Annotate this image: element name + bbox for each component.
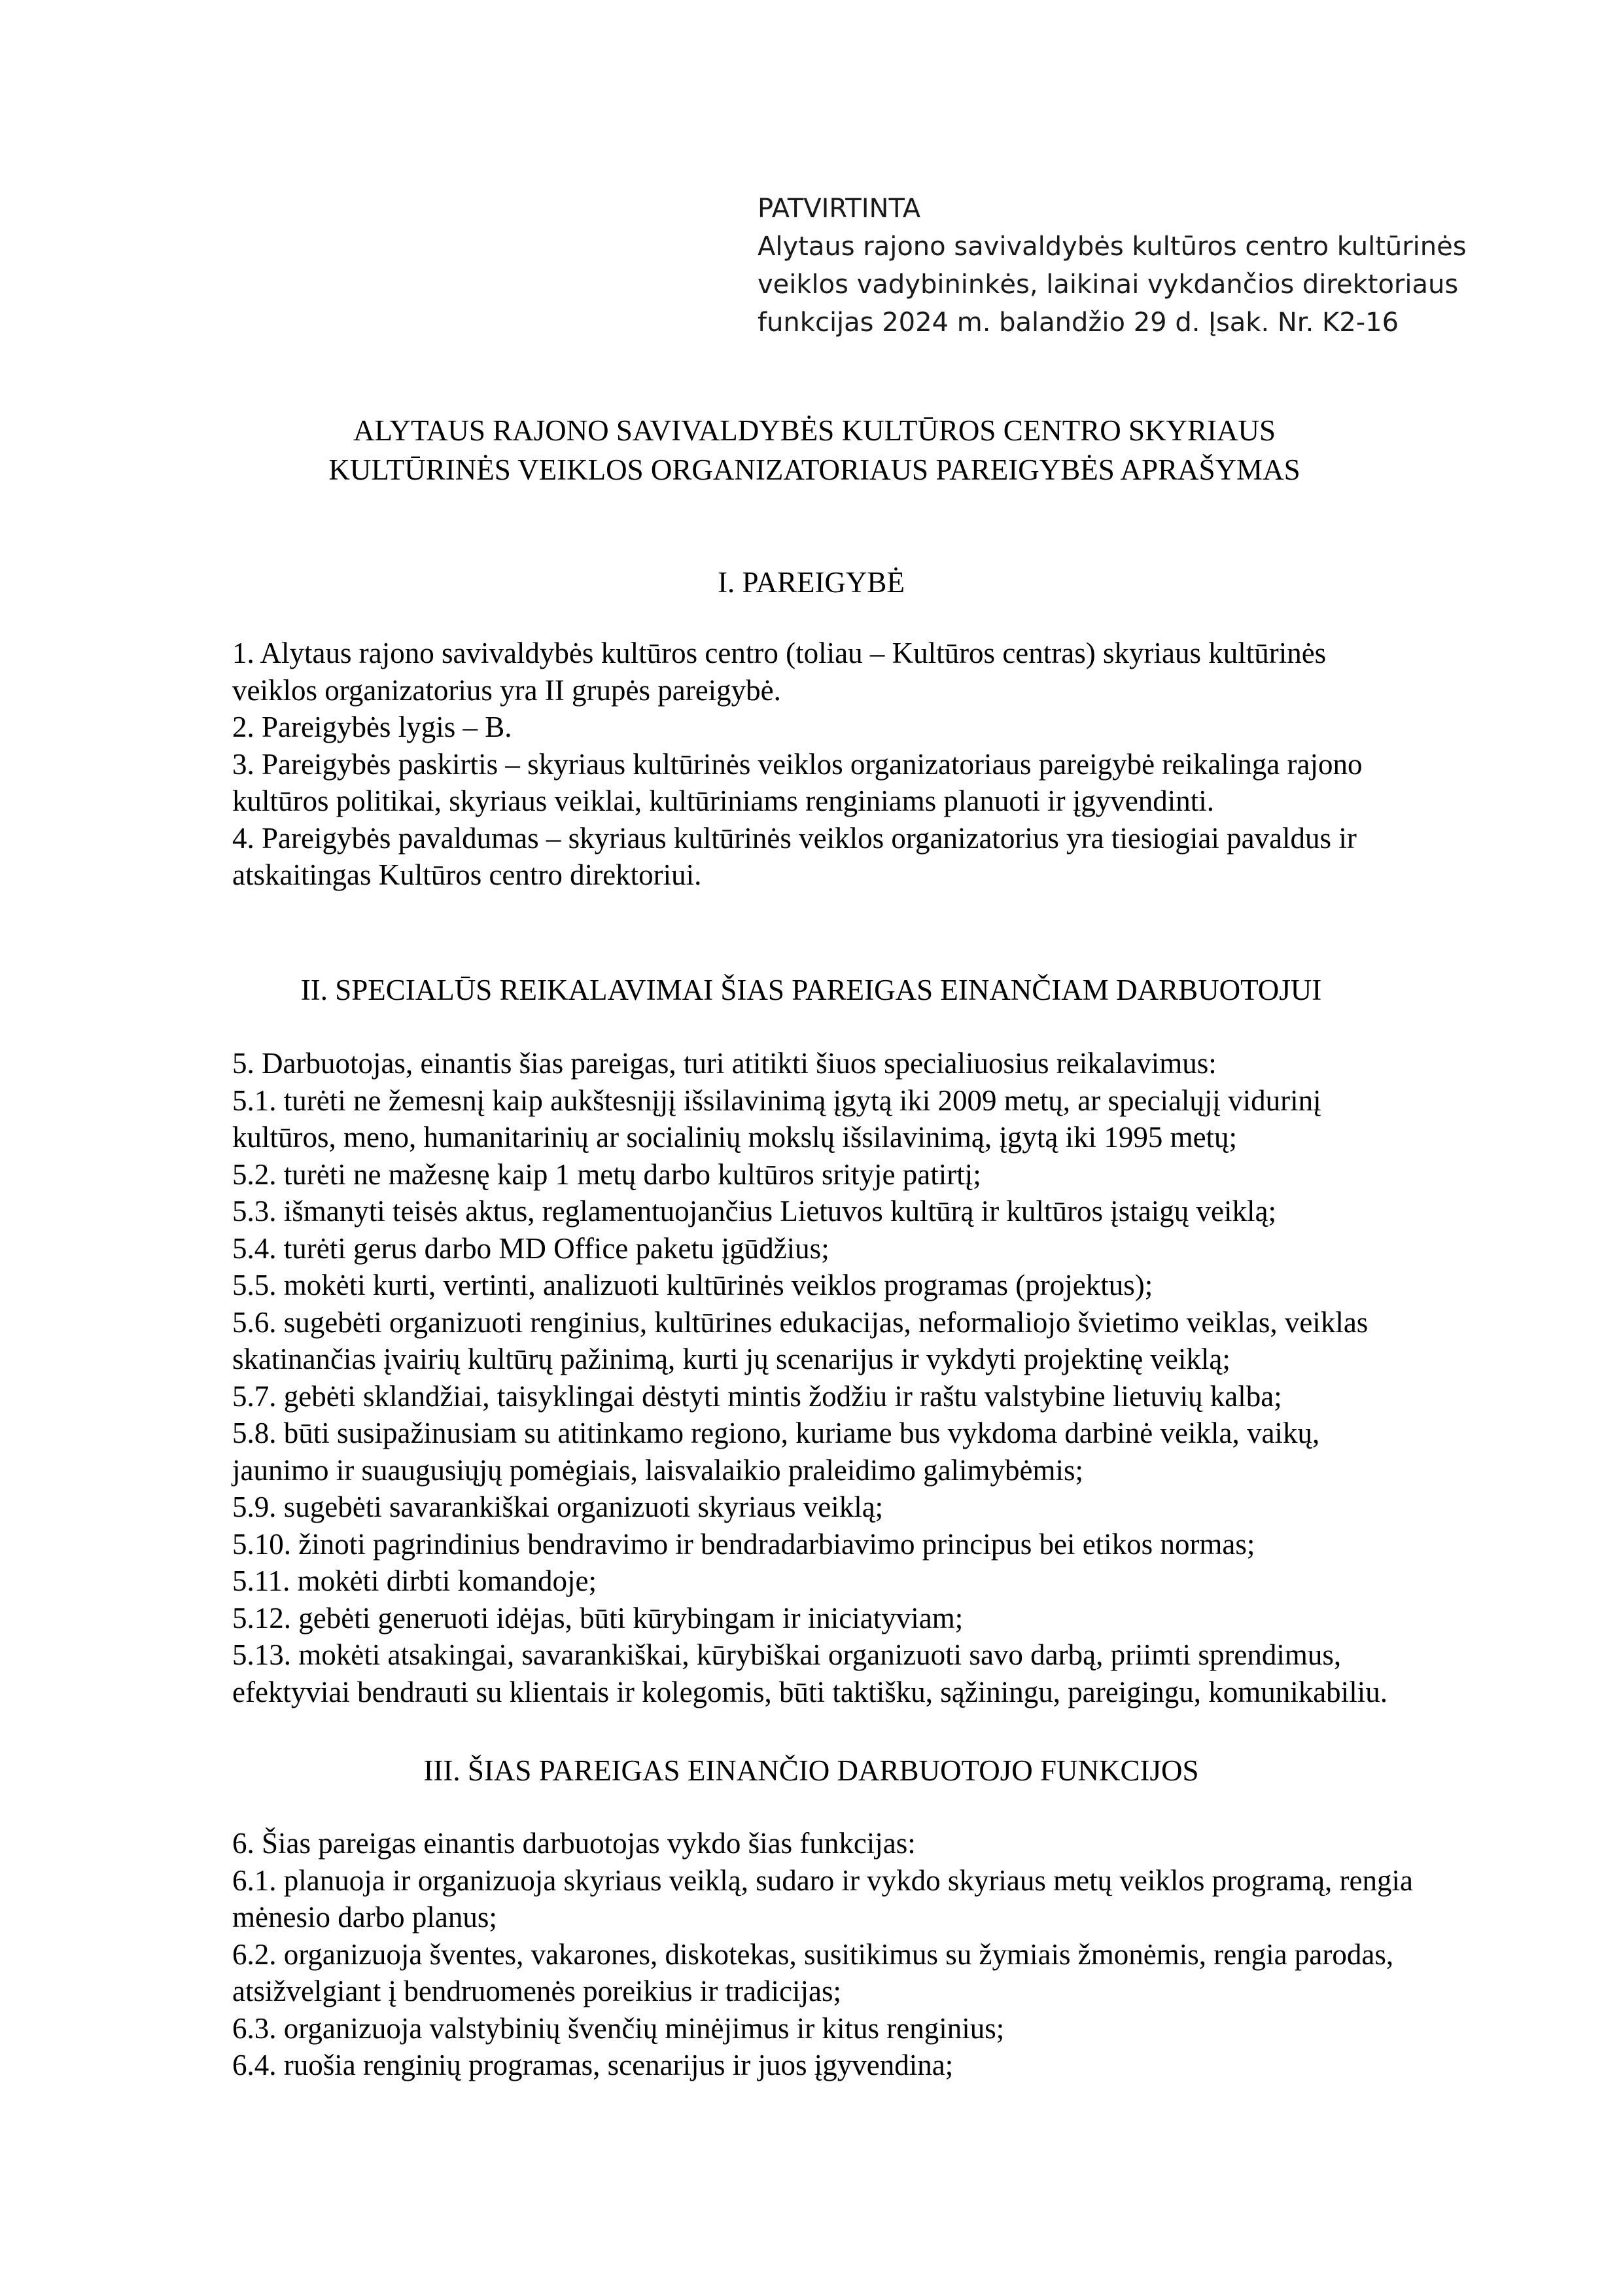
paragraph-line: jaunimo ir suaugusiųjų pomėgiais, laisvalaikio praleidimo galimybėmis; <box>232 1453 1084 1487</box>
paragraph-line: 5.10. žinoti pagrindinius bendravimo ir bendradarbiavimo principus bei etikos normas; <box>232 1527 1255 1561</box>
document-title <box>232 411 1397 489</box>
paragraph-line: 5.5. mokėti kurti, vertinti, analizuoti kultūrinės veiklos programas (projektus); <box>232 1269 1153 1301</box>
paragraph-line: 5.2. turėti ne mažesnę kaip 1 metų darbo kultūros srityje patirtį; <box>232 1157 981 1191</box>
paragraph-line: skatinančias įvairių kultūrų pažinimą, kurti jų scenarijus ir vykdyti projektinę veiklą; <box>232 1343 1230 1375</box>
paragraph-line: 5.9. sugebėti savarankiškai organizuoti skyriaus veiklą; <box>232 1491 884 1523</box>
approval-line: PATVIRTINTA <box>758 194 921 224</box>
paragraph-line: 5. Darbuotojas, einantis šias pareigas, turi atitikti šiuos specialiuosius reikalavimus: <box>232 1047 1217 1080</box>
approval-line: funkcijas 2024 m. balandžio 29 d. Įsak. Nr. K2-16 <box>758 308 1399 338</box>
paragraph-line: 5.13. mokėti atsakingai, savarankiškai, kūrybiškai organizuoti savo darbą, priimti sprendimus, <box>232 1638 1342 1671</box>
paragraph-line: 5.7. gebėti sklandžiai, taisyklingai dėstyti mintis žodžiu ir raštu valstybine lietuvių kalba; <box>232 1379 1282 1413</box>
paragraph-line: mėnesio darbo planus; <box>232 1901 497 1934</box>
paragraph-line: 5.6. sugebėti organizuoti renginius, kultūrines edukacijas, neformaliojo švietimo veiklas, veiklas <box>232 1305 1369 1339</box>
title-line: ALYTAUS RAJONO SAVIVALDYBĖS KULTŪROS CENTRO SKYRIAUS <box>353 414 1276 447</box>
paragraph-line: 6.1. planuoja ir organizuoja skyriaus veiklą, sudaro ir vykdo skyriaus metų veiklos programą, rengia <box>232 1863 1413 1897</box>
paragraph-line: 5.1. turėti ne žemesnį kaip aukštesnįjį išsilavinimą įgytą iki 2009 metų, ar specialųjį vidurinį <box>232 1084 1321 1117</box>
paragraph-line: 1. Alytaus rajono savivaldybės kultūros centro (toliau – Kultūros centras) skyriaus kultūrinės <box>232 637 1327 669</box>
approval-block <box>758 190 1543 342</box>
paragraph-line: 4. Pareigybės pavaldumas – skyriaus kultūrinės veiklos organizatorius yra tiesiogiai pavaldus ir <box>232 821 1357 855</box>
paragraph-line: atskaitingas Kultūros centro direktoriui. <box>232 858 702 891</box>
section-heading: I. PAREIGYBĖ <box>718 566 905 599</box>
approval-line: veiklos vadybininkės, laikinai vykdančios direktoriaus <box>758 270 1459 300</box>
paragraph-line: 5.12. gebėti generuoti idėjas, būti kūrybingam ir iniciatyviam; <box>232 1601 964 1634</box>
paragraph-line: 5.8. būti susipažinusiam su atitinkamo regiono, kuriame bus vykdoma darbinė veikla, vaikų, <box>232 1417 1320 1449</box>
paragraph-line: 6.4. ruošia renginių programas, scenarijus ir juos įgyvendina; <box>232 2049 954 2081</box>
paragraph-line: atsižvelgiant į bendruomenės poreikius ir tradicijas; <box>232 1975 841 2007</box>
paragraph-line: 5.11. mokėti dirbti komandoje; <box>232 1564 597 1597</box>
paragraph-line: 5.4. turėti gerus darbo MD Office paketu įgūdžius; <box>232 1231 829 1265</box>
paragraph-line: 6.2. organizuoja šventes, vakarones, diskotekas, susitikimus su žymiais žmonėmis, rengia parodas, <box>232 1937 1394 1971</box>
section-body <box>232 1045 1567 1710</box>
approval-line: Alytaus rajono savivaldybės kultūros centro kultūrinės <box>758 232 1467 262</box>
paragraph-line: efektyviai bendrauti su klientais ir kolegomis, būti taktišku, sąžiningu, pareigingu, komunikabiliu. <box>232 1675 1387 1708</box>
section-body <box>232 1825 1567 2084</box>
section-heading: II. SPECIALŪS REIKALAVIMAI ŠIAS PAREIGAS EINANČIAM DARBUOTOJUI <box>300 974 1322 1006</box>
section-heading: III. ŠIAS PAREIGAS EINANČIO DARBUOTOJO FUNKCIJOS <box>423 1754 1199 1787</box>
paragraph-line: 2. Pareigybės lygis – B. <box>232 711 512 743</box>
paragraph-line: kultūros politikai, skyriaus veiklai, kultūriniams renginiams planuoti ir įgyvendinti. <box>232 785 1215 817</box>
paragraph-line: kultūros, meno, humanitarinių ar socialinių mokslų išsilavinimą, įgytą iki 1995 metų; <box>232 1121 1238 1154</box>
section-body <box>232 635 1567 894</box>
paragraph-line: 6. Šias pareigas einantis darbuotojas vykdo šias funkcijas: <box>232 1827 916 1860</box>
title-line: KULTŪRINĖS VEIKLOS ORGANIZATORIAUS PAREIGYBĖS APRAŠYMAS <box>328 453 1300 486</box>
paragraph-line: veiklos organizatorius yra II grupės pareigybė. <box>232 673 781 707</box>
paragraph-line: 3. Pareigybės paskirtis – skyriaus kultūrinės veiklos organizatoriaus pareigybė reikalinga rajono <box>232 747 1363 781</box>
paragraph-line: 5.3. išmanyti teisės aktus, reglamentuojančius Lietuvos kultūrą ir kultūros įstaigų veiklą; <box>232 1195 1276 1227</box>
paragraph-line: 6.3. organizuoja valstybinių švenčių minėjimus ir kitus renginius; <box>232 2011 1005 2045</box>
